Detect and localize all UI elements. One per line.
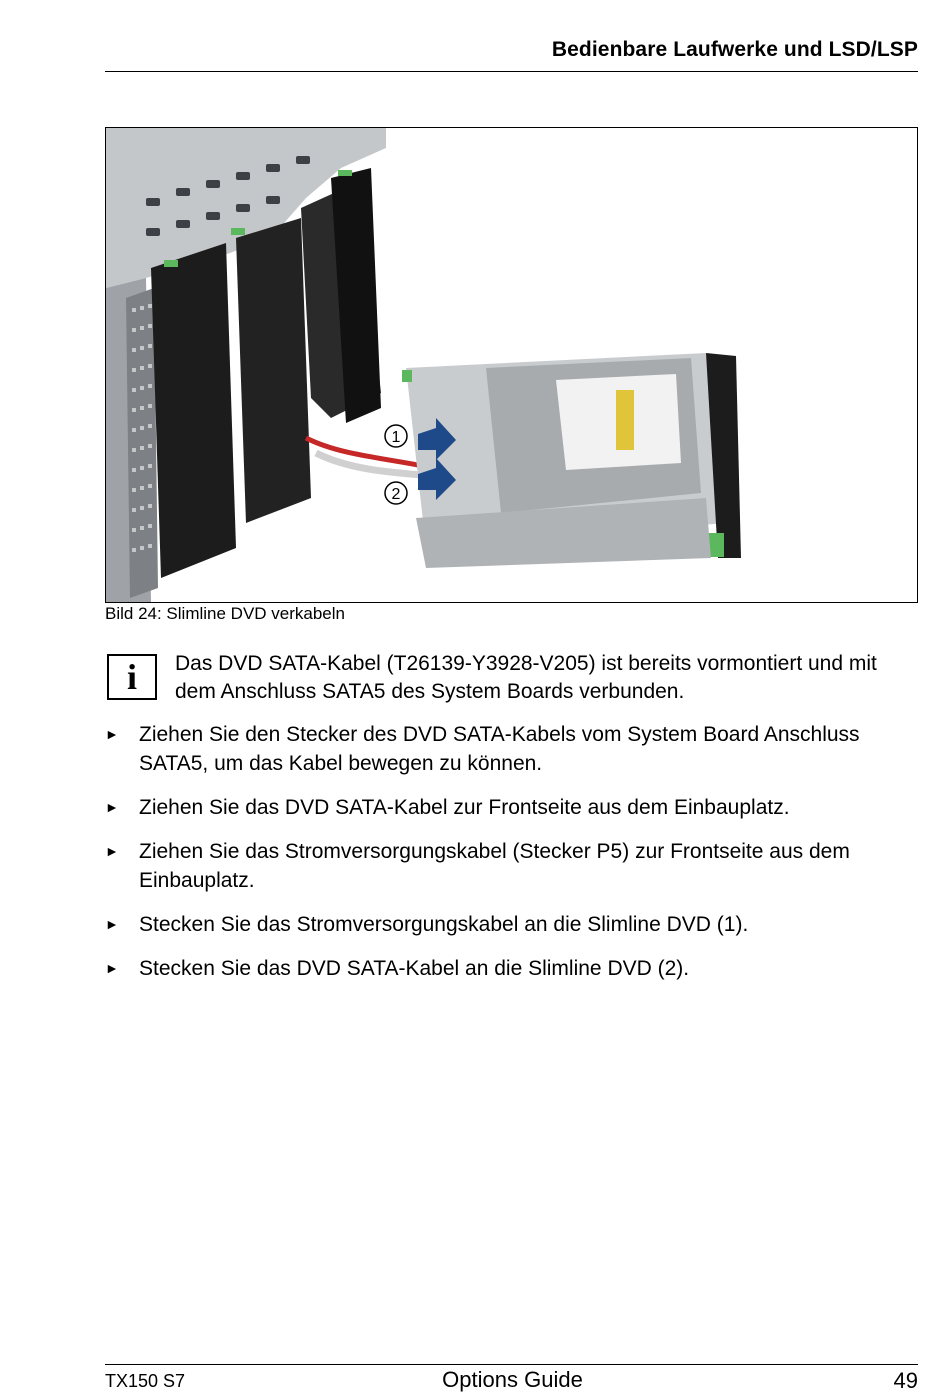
hdd-carrier-right bbox=[236, 218, 311, 523]
step-text: Ziehen Sie das Stromversorgungskabel (Stecker P5) zur Frontseite aus dem Einbauplatz. bbox=[139, 840, 850, 892]
footer-divider bbox=[105, 1364, 918, 1365]
callout-label-2: 2 bbox=[391, 486, 401, 503]
instruction-list bbox=[105, 720, 920, 998]
step-text: Stecken Sie das Stromversorgungskabel an die Slimline DVD (1). bbox=[139, 913, 749, 936]
bullet-arrow-icon: ► bbox=[105, 799, 119, 815]
instruction-step bbox=[105, 954, 920, 983]
step-text: Stecken Sie das DVD SATA-Kabel an die Slimline DVD (2). bbox=[139, 957, 690, 980]
info-icon: i bbox=[107, 654, 157, 700]
instruction-step bbox=[105, 837, 920, 895]
footer-model: TX150 S7 bbox=[105, 1371, 186, 1391]
green-tab-3 bbox=[338, 170, 352, 176]
hardware-illustration bbox=[106, 128, 917, 602]
instruction-step bbox=[105, 793, 920, 822]
callout-label-1: 1 bbox=[391, 429, 401, 446]
hdd-carrier-left bbox=[151, 243, 236, 578]
bullet-arrow-icon: ► bbox=[105, 960, 119, 976]
step-text: Ziehen Sie den Stecker des DVD SATA-Kabels vom System Board Anschluss SATA5, um das Kabel bewegen zu können. bbox=[139, 723, 860, 775]
step-text: Ziehen Sie das DVD SATA-Kabel zur Frontseite aus dem Einbauplatz. bbox=[139, 796, 790, 819]
bullet-arrow-icon: ► bbox=[105, 843, 119, 859]
header-divider bbox=[105, 71, 918, 72]
instruction-step bbox=[105, 720, 920, 778]
green-tab-1 bbox=[164, 260, 178, 267]
info-note: Das DVD SATA-Kabel (T26139-Y3928-V205) ist bereits vormontiert und mit dem Anschluss SATA5 des System Boards verbunden. bbox=[175, 652, 877, 703]
page-number: 49 bbox=[893, 1368, 918, 1393]
figure-photo bbox=[105, 127, 918, 603]
dvd-label-warning bbox=[616, 390, 634, 450]
figure-caption: Bild 24: Slimline DVD verkabeln bbox=[105, 604, 345, 623]
bullet-arrow-icon: ► bbox=[105, 916, 119, 932]
bullet-arrow-icon: ► bbox=[105, 726, 119, 742]
instruction-step bbox=[105, 910, 920, 939]
footer-guide-title: Options Guide bbox=[442, 1367, 583, 1392]
page-header-title: Bedienbare Laufwerke und LSD/LSP bbox=[551, 38, 918, 61]
green-tab-2 bbox=[231, 228, 245, 235]
dvd-green-clip bbox=[402, 370, 412, 382]
